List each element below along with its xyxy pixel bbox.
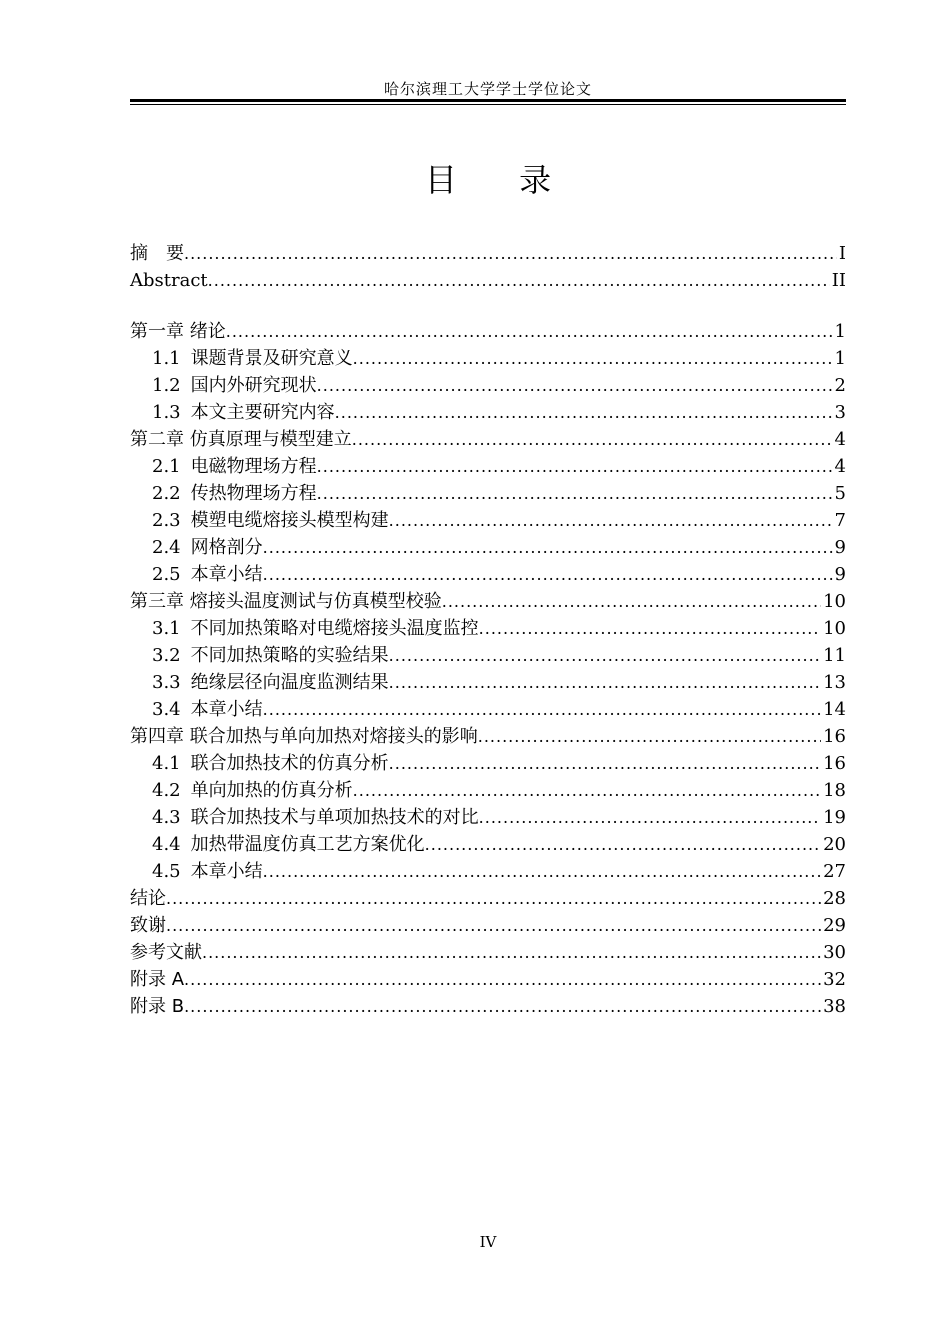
toc-entry-acknowledgements[interactable] (130, 912, 846, 939)
toc-page-number: 16 (823, 753, 846, 774)
toc-section-title: 本章小结 (190, 861, 263, 882)
toc-leader-dots (263, 561, 833, 588)
toc-section-4-3[interactable] (130, 804, 846, 831)
toc-page-number: 5 (834, 483, 846, 504)
toc-section-4-2[interactable] (130, 777, 846, 804)
toc-section-title: 网格剖分 (190, 537, 263, 558)
toc-leader-dots (478, 723, 821, 750)
toc-entry-label (130, 858, 263, 885)
toc-section-number: 1.3 (152, 402, 181, 423)
page-title: 目 录 (424, 161, 578, 199)
toc-leader-dots (389, 507, 833, 534)
toc-entry-abstract-en[interactable] (130, 267, 846, 294)
toc-section-2-5[interactable] (130, 561, 846, 588)
toc-page-number: 32 (823, 969, 846, 990)
toc-entry-label: 附录 A (130, 969, 185, 990)
toc-leader-dots (263, 696, 821, 723)
toc-section-title: 国内外研究现状 (190, 375, 317, 396)
toc-entry-label (130, 750, 389, 777)
table-of-contents (130, 240, 846, 1020)
toc-leader-dots (184, 993, 821, 1020)
toc-leader-dots (389, 642, 821, 669)
toc-entry-label (130, 480, 317, 507)
toc-section-title: 绝缘层径向温度监测结果 (190, 672, 389, 693)
toc-leader-dots (389, 669, 821, 696)
toc-section-3-3[interactable] (130, 669, 846, 696)
toc-section-2-2[interactable] (130, 480, 846, 507)
toc-section-number: 4.4 (152, 834, 181, 855)
toc-entry-appendix-b[interactable] (130, 993, 846, 1020)
toc-entry-label: 第二章 仿真原理与模型建立 (130, 429, 352, 450)
toc-leader-dots (317, 453, 833, 480)
toc-section-number: 2.1 (152, 456, 181, 477)
toc-chapter-1[interactable] (130, 318, 846, 345)
toc-entry-label (130, 453, 317, 480)
header-rule-thin (130, 104, 846, 105)
toc-section-number: 3.2 (152, 645, 181, 666)
toc-entry-label (130, 777, 353, 804)
toc-leader-dots (389, 750, 821, 777)
toc-section-title: 本章小结 (190, 564, 263, 585)
toc-section-title: 本章小结 (190, 699, 263, 720)
toc-chapter-2[interactable] (130, 426, 846, 453)
toc-section-number: 4.5 (152, 861, 181, 882)
toc-section-number: 3.4 (152, 699, 181, 720)
toc-leader-dots (184, 966, 821, 993)
toc-section-4-1[interactable] (130, 750, 846, 777)
toc-leader-dots (479, 804, 821, 831)
toc-section-title: 单向加热的仿真分析 (190, 780, 353, 801)
toc-entry-label: Abstract (130, 270, 208, 291)
toc-section-number: 2.2 (152, 483, 181, 504)
toc-section-number: 2.4 (152, 537, 181, 558)
toc-section-title: 本文主要研究内容 (190, 402, 335, 423)
toc-entry-label: 摘 要 (130, 243, 184, 264)
toc-leader-dots (335, 399, 833, 426)
toc-entry-label (130, 669, 389, 696)
toc-section-1-3[interactable] (130, 399, 846, 426)
toc-section-title: 联合加热技术与单项加热技术的对比 (190, 807, 479, 828)
toc-entry-label: 第三章 熔接头温度测试与仿真模型校验 (130, 591, 442, 612)
toc-entry-label (130, 507, 389, 534)
toc-section-3-4[interactable] (130, 696, 846, 723)
toc-leader-dots (425, 831, 821, 858)
toc-entry-label: 参考文献 (130, 942, 202, 963)
toc-page-number: 4 (834, 429, 846, 450)
toc-entry-label (130, 642, 389, 669)
toc-page-number: 4 (834, 456, 846, 477)
toc-page-number: 10 (823, 618, 846, 639)
toc-section-3-1[interactable] (130, 615, 846, 642)
toc-leader-dots (184, 240, 837, 267)
toc-chapter-3[interactable] (130, 588, 846, 615)
toc-entry-label (130, 561, 263, 588)
toc-section-number: 1.2 (152, 375, 181, 396)
toc-section-title: 加热带温度仿真工艺方案优化 (190, 834, 425, 855)
toc-section-number: 3.1 (152, 618, 181, 639)
toc-section-number: 2.3 (152, 510, 181, 531)
toc-section-number: 4.1 (152, 753, 181, 774)
toc-entry-label (130, 831, 425, 858)
toc-leader-dots (263, 534, 833, 561)
toc-leader-dots (263, 858, 821, 885)
toc-leader-dots (317, 372, 833, 399)
toc-entry-label: 第一章 绪论 (130, 321, 226, 342)
toc-page-number: 20 (823, 834, 846, 855)
toc-section-3-2[interactable] (130, 642, 846, 669)
toc-leader-dots (353, 345, 833, 372)
toc-section-2-1[interactable] (130, 453, 846, 480)
toc-entry-label (130, 615, 479, 642)
toc-page-number: 29 (823, 915, 846, 936)
toc-entry-label: 附录 B (130, 996, 185, 1017)
toc-page-number: II (831, 270, 846, 291)
toc-entry-abstract-cn[interactable] (130, 240, 846, 267)
toc-entry-references[interactable] (130, 939, 846, 966)
toc-leader-dots (479, 615, 821, 642)
toc-leader-dots (166, 912, 821, 939)
toc-page-number: 1 (834, 348, 846, 369)
toc-leader-dots (226, 318, 833, 345)
toc-section-1-1[interactable] (130, 345, 846, 372)
toc-entry-label (130, 534, 263, 561)
page-header: 哈尔滨理工大学学士学位论文 (383, 80, 592, 98)
toc-page-number: 10 (823, 591, 846, 612)
toc-page-number: 7 (834, 510, 846, 531)
toc-entry-label: 结论 (130, 888, 166, 909)
toc-section-number: 3.3 (152, 672, 181, 693)
toc-leader-dots (353, 777, 821, 804)
toc-section-title: 传热物理场方程 (190, 483, 317, 504)
toc-page-number: 3 (834, 402, 846, 423)
toc-section-number: 4.2 (152, 780, 181, 801)
toc-entry-label: 致谢 (130, 915, 166, 936)
toc-page-number: 16 (823, 726, 846, 747)
toc-section-title: 不同加热策略的实验结果 (190, 645, 389, 666)
toc-section-title: 课题背景及研究意义 (190, 348, 353, 369)
toc-page-number: 38 (823, 996, 846, 1017)
toc-page-number: 9 (834, 537, 846, 558)
toc-section-2-4[interactable] (130, 534, 846, 561)
toc-section-2-3[interactable] (130, 507, 846, 534)
page-number: IV (479, 1233, 497, 1251)
toc-leader-dots (442, 588, 821, 615)
toc-section-4-4[interactable] (130, 831, 846, 858)
toc-page-number: I (838, 243, 846, 264)
toc-entry-label (130, 372, 317, 399)
toc-section-4-5[interactable] (130, 858, 846, 885)
toc-chapter-4[interactable] (130, 723, 846, 750)
toc-page-number: 18 (823, 780, 846, 801)
toc-page-number: 19 (823, 807, 846, 828)
toc-page-number: 30 (823, 942, 846, 963)
toc-page-number: 28 (823, 888, 846, 909)
toc-entry-label (130, 696, 263, 723)
toc-section-number: 1.1 (152, 348, 181, 369)
toc-section-title: 联合加热技术的仿真分析 (190, 753, 389, 774)
toc-entry-label (130, 399, 335, 426)
toc-leader-dots (202, 939, 821, 966)
toc-page-number: 11 (823, 645, 846, 666)
toc-page-number: 13 (823, 672, 846, 693)
toc-entry-label: 第四章 联合加热与单向加热对熔接头的影响 (130, 726, 478, 747)
toc-section-title: 不同加热策略对电缆熔接头温度监控 (190, 618, 479, 639)
toc-page-number: 9 (834, 564, 846, 585)
toc-section-title: 电磁物理场方程 (190, 456, 317, 477)
header-rule-thick (130, 99, 846, 102)
toc-section-title: 模塑电缆熔接头模型构建 (190, 510, 389, 531)
toc-leader-dots (208, 267, 830, 294)
toc-page-number: 14 (823, 699, 846, 720)
toc-page-number: 2 (834, 375, 846, 396)
toc-page-number: 1 (834, 321, 846, 342)
toc-page-number: 27 (823, 861, 846, 882)
toc-entry-conclusion[interactable] (130, 885, 846, 912)
toc-section-number: 4.3 (152, 807, 181, 828)
toc-section-1-2[interactable] (130, 372, 846, 399)
toc-leader-dots (352, 426, 833, 453)
toc-leader-dots (166, 885, 821, 912)
toc-entry-label (130, 804, 479, 831)
toc-entry-label (130, 345, 353, 372)
toc-leader-dots (317, 480, 833, 507)
toc-entry-appendix-a[interactable] (130, 966, 846, 993)
toc-section-number: 2.5 (152, 564, 181, 585)
